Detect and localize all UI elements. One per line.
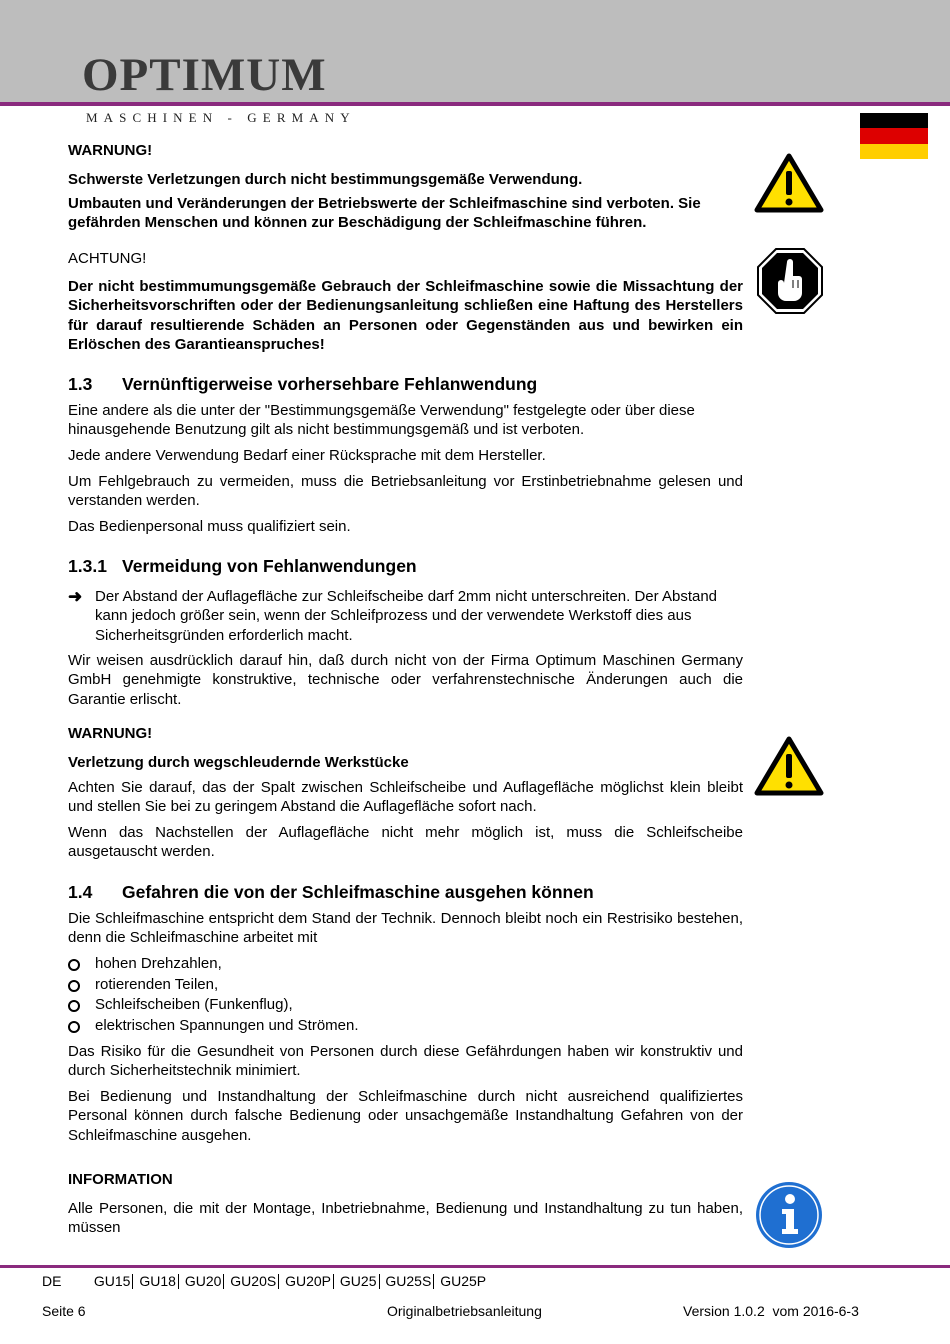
caution-hand-icon — [754, 246, 826, 316]
model-label: GU20 — [184, 1273, 222, 1289]
warning-text: Wenn das Nachstellen der Auflagefläche nicht mehr möglich ist, muss die Schleifscheibe ausgetauscht werden. — [68, 824, 743, 861]
document-title: Originalbetriebsanleitung — [387, 1303, 542, 1319]
arrow-list-item: ➜ Der Abstand der Auflagefläche zur Schleifscheibe darf 2mm nicht unterschreiten. Der Abstand kann jedoch größer sein, wenn der Schleifprozess und der verwendete Werkstoff dies aus Sicherheitsgründen erforderlich macht. — [68, 587, 718, 644]
warning-subtitle: Schwerste Verletzungen durch nicht bestimmungsgemäße Verwendung. — [68, 171, 583, 188]
paragraph: Jede andere Verwendung Bedarf einer Rücksprache mit dem Hersteller. — [68, 447, 546, 464]
flag-stripe-red — [860, 128, 928, 143]
paragraph: Eine andere als die unter der "Bestimmungsgemäße Verwendung" festgelegte oder über diese hinausgehende Benutzung gilt als nicht bestimmungsgemäß und ist verboten. — [68, 402, 695, 439]
warning-title: WARNUNG! — [68, 142, 153, 159]
section-heading-1-3-1: 1.3.1 Vermeidung von Fehlanwendungen — [68, 556, 417, 576]
circle-bullet-icon — [68, 980, 80, 992]
model-label: GU18 — [139, 1273, 176, 1289]
model-label: GU25S — [385, 1273, 432, 1289]
paragraph: Um Fehlgebrauch zu vermeiden, muss die Betriebsanleitung vor Erstinbetriebnahme gelesen und verstanden werden. — [68, 473, 743, 510]
info-title: INFORMATION — [68, 1171, 173, 1188]
paragraph: Wir weisen ausdrücklich darauf hin, daß durch nicht von der Firma Optimum Maschinen Germany GmbH genehmigte konstruktive, technische oder verfahrenstechnische Änderungen auch die Garantie erlischt. — [68, 652, 743, 708]
document-version: Version 1.0.2 vom 2016-6-3 — [683, 1303, 859, 1319]
circle-bullet-icon — [68, 1000, 80, 1012]
list-item: hohen Drehzahlen, — [68, 954, 743, 975]
information-icon — [754, 1180, 824, 1250]
model-label: GU20S — [230, 1273, 277, 1289]
flag-stripe-black — [860, 113, 928, 128]
warning-title: WARNUNG! — [68, 725, 153, 742]
page-number: Seite 6 — [42, 1303, 86, 1319]
hazard-list — [68, 954, 743, 1036]
section-heading-1-4: 1.4 Gefahren die von der Schleifmaschine ausgehen können — [68, 882, 594, 902]
circle-bullet-icon — [68, 959, 80, 971]
brand-logo: OPTIMUM — [82, 49, 327, 101]
paragraph: Das Risiko für die Gesundheit von Personen durch diese Gefährdungen haben wir konstruktiv und durch Sicherheitstechnik minimiert. — [68, 1043, 743, 1080]
header-divider — [0, 102, 950, 106]
circle-bullet-icon — [68, 1021, 80, 1033]
warning-text: Achten Sie darauf, das der Spalt zwischen Schleifscheibe und Auflagefläche möglichst klein bleibt und stellen Sie bei zu geringem Abstand die Auflagefläche sofort nach. — [68, 779, 743, 816]
german-flag-icon — [860, 113, 928, 159]
caution-title: ACHTUNG! — [68, 250, 147, 267]
paragraph: Das Bedienpersonal muss qualifiziert sein. — [68, 518, 351, 535]
flag-stripe-gold — [860, 144, 928, 159]
arrow-right-icon: ➜ — [68, 587, 83, 606]
warning-triangle-icon — [754, 153, 824, 213]
model-label: GU25 — [339, 1273, 377, 1289]
list-item: elektrischen Spannungen und Strömen. — [68, 1016, 743, 1037]
caution-text: Der nicht bestimmumungsgemäße Gebrauch der Schleifmaschine sowie die Missachtung der Sicherheitsvorschriften oder der Bedienungsanleitung schließen eine Haftung des Herstellers für darauf resultierende Schäden an Personen oder Gegenständen aus und bewirken ein Erlöschen des Garantieanspruches! — [68, 278, 743, 353]
warning-triangle-icon — [754, 736, 824, 796]
footer-model-list — [42, 1273, 486, 1289]
brand-tagline: MASCHINEN - GERMANY — [86, 110, 356, 125]
paragraph: Bei Bedienung und Instandhaltung der Schleifmaschine durch nicht ausreichend qualifiziertes Personal können durch falsche Bedienung oder unsachgemäße Instandhaltung Gefahren von der Schleifmaschine ausgehen. — [68, 1088, 743, 1144]
warning-text: Umbauten und Veränderungen der Betriebswerte der Schleifmaschine sind verboten. Sie gefährden Menschen und können zur Beschädigung der Schleifmaschine führen. — [68, 195, 701, 232]
section-heading-1-3: 1.3 Vernünftigerweise vorhersehbare Fehlanwendung — [68, 374, 538, 394]
footer-divider — [0, 1265, 950, 1268]
model-label: GU20P — [285, 1273, 332, 1289]
list-item: Schleifscheiben (Funkenflug), — [68, 995, 743, 1016]
warning-subtitle: Verletzung durch wegschleuderndе Werkstücke — [68, 754, 409, 771]
footer-language: DE — [42, 1273, 62, 1289]
model-label: GU25P — [440, 1273, 487, 1289]
list-item: rotierenden Teilen, — [68, 975, 743, 996]
model-label: GU15 — [93, 1273, 131, 1289]
info-text: Alle Personen, die mit der Montage, Inbetriebnahme, Bedienung und Instandhaltung zu tun haben, müssen — [68, 1200, 743, 1237]
paragraph: Die Schleifmaschine entspricht dem Stand der Technik. Dennoch bleibt noch ein Restrisiko bestehen, denn die Schleifmaschine arbeitet mit — [68, 910, 743, 947]
